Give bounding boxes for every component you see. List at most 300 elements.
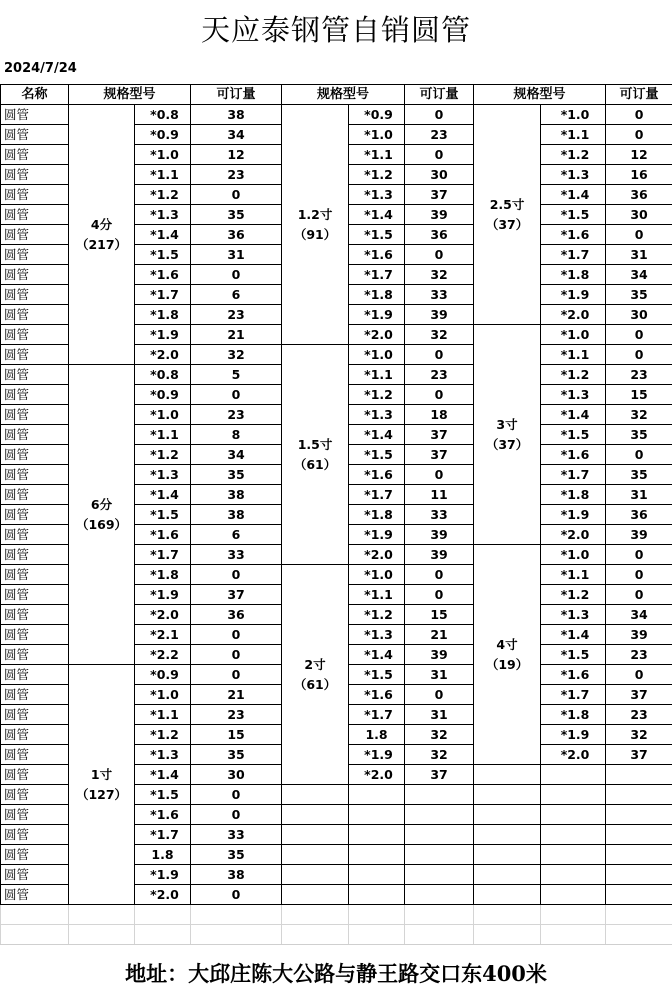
spec-cell[interactable]: *1.2 [135, 185, 191, 205]
spec-cell[interactable]: *1.4 [135, 765, 191, 785]
qty-cell[interactable]: 0 [191, 805, 282, 825]
product-name-cell[interactable]: 圆管 [1, 765, 69, 785]
qty-cell[interactable]: 30 [606, 205, 672, 225]
qty-cell[interactable]: 0 [191, 565, 282, 585]
qty-cell[interactable]: 39 [606, 525, 672, 545]
qty-cell[interactable]: 0 [606, 125, 672, 145]
spec-cell[interactable]: 1.8 [135, 845, 191, 865]
qty-cell[interactable]: 21 [191, 325, 282, 345]
spec-cell[interactable]: *2.0 [135, 605, 191, 625]
empty-cell[interactable] [606, 905, 672, 925]
spec-cell[interactable]: *1.1 [541, 345, 606, 365]
empty-cell[interactable] [606, 885, 672, 905]
group-cell-g4fen[interactable] [69, 105, 135, 365]
spec-cell[interactable]: *1.2 [541, 585, 606, 605]
product-name-cell[interactable]: 圆管 [1, 325, 69, 345]
qty-cell[interactable]: 31 [405, 705, 474, 725]
spec-cell[interactable]: *0.9 [135, 665, 191, 685]
product-name-cell[interactable]: 圆管 [1, 205, 69, 225]
empty-cell[interactable] [606, 925, 672, 945]
product-name-cell[interactable]: 圆管 [1, 285, 69, 305]
spec-cell[interactable]: *1.9 [541, 285, 606, 305]
qty-cell[interactable]: 33 [191, 825, 282, 845]
spec-cell[interactable]: *1.7 [349, 485, 405, 505]
spec-cell[interactable]: *2.0 [349, 325, 405, 345]
header-qty[interactable]: 可订量 [405, 85, 474, 105]
spec-cell[interactable]: *0.9 [135, 385, 191, 405]
empty-cell[interactable] [541, 905, 606, 925]
spec-cell[interactable]: *1.3 [349, 185, 405, 205]
spec-cell[interactable]: *1.4 [135, 485, 191, 505]
product-name-cell[interactable]: 圆管 [1, 125, 69, 145]
spec-cell[interactable]: *1.2 [541, 365, 606, 385]
qty-cell[interactable]: 30 [606, 305, 672, 325]
product-name-cell[interactable]: 圆管 [1, 825, 69, 845]
product-name-cell[interactable]: 圆管 [1, 645, 69, 665]
header-qty[interactable]: 可订量 [606, 85, 672, 105]
empty-cell[interactable] [405, 845, 474, 865]
spec-cell[interactable]: *1.6 [541, 225, 606, 245]
group-cell-g1cun[interactable] [69, 665, 135, 905]
empty-cell[interactable] [541, 885, 606, 905]
qty-cell[interactable]: 34 [606, 265, 672, 285]
group-cell-g3cun[interactable] [474, 325, 541, 545]
qty-cell[interactable]: 0 [606, 345, 672, 365]
qty-cell[interactable]: 36 [191, 225, 282, 245]
qty-cell[interactable]: 36 [606, 185, 672, 205]
spec-cell[interactable]: *1.5 [349, 225, 405, 245]
product-name-cell[interactable]: 圆管 [1, 405, 69, 425]
product-name-cell[interactable]: 圆管 [1, 605, 69, 625]
qty-cell[interactable]: 37 [606, 685, 672, 705]
empty-cell[interactable] [606, 825, 672, 845]
spec-cell[interactable]: *1.0 [349, 565, 405, 585]
product-name-cell[interactable]: 圆管 [1, 705, 69, 725]
qty-cell[interactable]: 0 [191, 665, 282, 685]
qty-cell[interactable]: 39 [405, 545, 474, 565]
spec-cell[interactable]: *1.6 [135, 805, 191, 825]
qty-cell[interactable]: 39 [606, 625, 672, 645]
empty-cell[interactable] [349, 885, 405, 905]
product-name-cell[interactable]: 圆管 [1, 425, 69, 445]
spec-cell[interactable]: *2.0 [349, 765, 405, 785]
qty-cell[interactable]: 0 [191, 645, 282, 665]
qty-cell[interactable]: 35 [191, 205, 282, 225]
spec-cell[interactable]: *1.8 [349, 505, 405, 525]
qty-cell[interactable]: 39 [405, 305, 474, 325]
qty-cell[interactable]: 0 [405, 345, 474, 365]
product-name-cell[interactable]: 圆管 [1, 385, 69, 405]
qty-cell[interactable]: 0 [405, 685, 474, 705]
spec-cell[interactable]: *1.7 [541, 685, 606, 705]
spec-cell[interactable]: *1.9 [349, 305, 405, 325]
qty-cell[interactable]: 37 [405, 425, 474, 445]
spec-cell[interactable]: *0.8 [135, 365, 191, 385]
spec-cell[interactable]: *1.7 [135, 285, 191, 305]
spec-cell[interactable]: *1.3 [541, 605, 606, 625]
spec-cell[interactable]: *1.2 [349, 385, 405, 405]
spec-cell[interactable]: *2.0 [541, 525, 606, 545]
spec-cell[interactable]: *1.5 [349, 665, 405, 685]
product-name-cell[interactable]: 圆管 [1, 105, 69, 125]
empty-cell[interactable] [474, 765, 541, 785]
spec-cell[interactable]: *1.0 [541, 545, 606, 565]
spec-cell[interactable]: *1.8 [541, 265, 606, 285]
product-name-cell[interactable]: 圆管 [1, 585, 69, 605]
product-name-cell[interactable]: 圆管 [1, 365, 69, 385]
qty-cell[interactable]: 0 [405, 105, 474, 125]
qty-cell[interactable]: 23 [405, 365, 474, 385]
spec-cell[interactable]: *1.0 [349, 125, 405, 145]
qty-cell[interactable]: 12 [191, 145, 282, 165]
spec-cell[interactable]: *1.1 [135, 705, 191, 725]
spec-cell[interactable]: *1.9 [349, 745, 405, 765]
spec-cell[interactable]: *1.8 [135, 565, 191, 585]
spec-cell[interactable]: *1.0 [349, 345, 405, 365]
qty-cell[interactable]: 23 [191, 165, 282, 185]
empty-cell[interactable] [69, 925, 135, 945]
qty-cell[interactable]: 37 [405, 445, 474, 465]
spec-cell[interactable]: *0.8 [135, 105, 191, 125]
spec-cell[interactable]: *1.2 [349, 605, 405, 625]
qty-cell[interactable]: 38 [191, 505, 282, 525]
product-name-cell[interactable]: 圆管 [1, 865, 69, 885]
product-name-cell[interactable]: 圆管 [1, 245, 69, 265]
spec-cell[interactable]: *1.3 [135, 745, 191, 765]
qty-cell[interactable]: 32 [405, 325, 474, 345]
qty-cell[interactable]: 35 [606, 465, 672, 485]
spec-cell[interactable]: *1.1 [349, 585, 405, 605]
empty-cell[interactable] [474, 785, 541, 805]
qty-cell[interactable]: 6 [191, 285, 282, 305]
group-cell-g15cun[interactable] [282, 345, 349, 565]
qty-cell[interactable]: 0 [405, 585, 474, 605]
product-name-cell[interactable]: 圆管 [1, 785, 69, 805]
spec-cell[interactable]: *0.9 [349, 105, 405, 125]
empty-cell[interactable] [606, 865, 672, 885]
spec-cell[interactable]: *2.0 [541, 745, 606, 765]
qty-cell[interactable]: 8 [191, 425, 282, 445]
qty-cell[interactable]: 0 [191, 265, 282, 285]
product-name-cell[interactable]: 圆管 [1, 505, 69, 525]
qty-cell[interactable]: 21 [405, 625, 474, 645]
product-name-cell[interactable]: 圆管 [1, 185, 69, 205]
qty-cell[interactable]: 0 [606, 545, 672, 565]
empty-cell[interactable] [405, 805, 474, 825]
empty-cell[interactable] [405, 885, 474, 905]
empty-cell[interactable] [541, 765, 606, 785]
empty-cell[interactable] [349, 865, 405, 885]
qty-cell[interactable]: 32 [191, 345, 282, 365]
product-name-cell[interactable]: 圆管 [1, 225, 69, 245]
qty-cell[interactable]: 0 [405, 145, 474, 165]
product-name-cell[interactable]: 圆管 [1, 265, 69, 285]
spec-cell[interactable]: *1.9 [541, 725, 606, 745]
empty-cell[interactable] [349, 925, 405, 945]
qty-cell[interactable]: 38 [191, 485, 282, 505]
spec-cell[interactable]: *1.0 [135, 685, 191, 705]
empty-cell[interactable] [541, 805, 606, 825]
qty-cell[interactable]: 0 [606, 105, 672, 125]
spec-cell[interactable]: *1.5 [349, 445, 405, 465]
spec-cell[interactable]: *1.5 [541, 205, 606, 225]
product-name-cell[interactable]: 圆管 [1, 165, 69, 185]
date-cell[interactable]: 2024/7/24 [4, 60, 77, 78]
qty-cell[interactable]: 37 [405, 185, 474, 205]
spec-cell[interactable]: *1.3 [349, 405, 405, 425]
spec-cell[interactable]: *1.2 [349, 165, 405, 185]
spec-cell[interactable]: *1.8 [349, 285, 405, 305]
qty-cell[interactable]: 35 [606, 425, 672, 445]
product-name-cell[interactable]: 圆管 [1, 625, 69, 645]
qty-cell[interactable]: 0 [405, 245, 474, 265]
qty-cell[interactable]: 0 [606, 565, 672, 585]
empty-cell[interactable] [541, 845, 606, 865]
spec-cell[interactable]: *1.1 [135, 165, 191, 185]
header-spec[interactable]: 规格型号 [282, 85, 405, 105]
qty-cell[interactable]: 35 [191, 465, 282, 485]
qty-cell[interactable]: 0 [606, 325, 672, 345]
empty-cell[interactable] [474, 845, 541, 865]
qty-cell[interactable]: 0 [405, 385, 474, 405]
spec-cell[interactable]: *1.0 [135, 145, 191, 165]
empty-cell[interactable] [282, 825, 349, 845]
qty-cell[interactable]: 0 [606, 225, 672, 245]
header-spec[interactable]: 规格型号 [69, 85, 191, 105]
empty-cell[interactable] [191, 905, 282, 925]
empty-cell[interactable] [135, 905, 191, 925]
qty-cell[interactable]: 35 [606, 285, 672, 305]
qty-cell[interactable]: 0 [606, 445, 672, 465]
spec-cell[interactable]: *1.4 [349, 205, 405, 225]
qty-cell[interactable]: 38 [191, 865, 282, 885]
empty-cell[interactable] [541, 825, 606, 845]
spec-cell[interactable]: *1.1 [349, 145, 405, 165]
product-name-cell[interactable]: 圆管 [1, 305, 69, 325]
qty-cell[interactable]: 23 [191, 705, 282, 725]
empty-cell[interactable] [541, 865, 606, 885]
empty-cell[interactable] [474, 905, 541, 925]
empty-cell[interactable] [541, 925, 606, 945]
qty-cell[interactable]: 0 [405, 465, 474, 485]
group-cell-g25cun[interactable] [474, 105, 541, 325]
qty-cell[interactable]: 23 [606, 645, 672, 665]
empty-cell[interactable] [282, 805, 349, 825]
qty-cell[interactable]: 0 [606, 585, 672, 605]
qty-cell[interactable]: 23 [191, 405, 282, 425]
group-cell-g6fen[interactable] [69, 365, 135, 665]
spec-cell[interactable]: *1.5 [135, 785, 191, 805]
empty-cell[interactable] [1, 905, 69, 925]
qty-cell[interactable]: 31 [606, 485, 672, 505]
product-name-cell[interactable]: 圆管 [1, 885, 69, 905]
header-name[interactable]: 名称 [1, 85, 69, 105]
qty-cell[interactable]: 32 [405, 265, 474, 285]
qty-cell[interactable]: 33 [405, 285, 474, 305]
empty-cell[interactable] [606, 845, 672, 865]
qty-cell[interactable]: 36 [606, 505, 672, 525]
qty-cell[interactable]: 33 [405, 505, 474, 525]
empty-cell[interactable] [541, 785, 606, 805]
spec-cell[interactable]: 1.8 [349, 725, 405, 745]
qty-cell[interactable]: 30 [191, 765, 282, 785]
qty-cell[interactable]: 15 [405, 605, 474, 625]
spec-cell[interactable]: *1.3 [349, 625, 405, 645]
qty-cell[interactable]: 31 [606, 245, 672, 265]
qty-cell[interactable]: 23 [606, 705, 672, 725]
spec-cell[interactable]: *1.0 [135, 405, 191, 425]
spec-cell[interactable]: *1.7 [541, 245, 606, 265]
empty-cell[interactable] [282, 785, 349, 805]
qty-cell[interactable]: 39 [405, 205, 474, 225]
spec-cell[interactable]: *1.5 [135, 505, 191, 525]
product-name-cell[interactable]: 圆管 [1, 565, 69, 585]
product-name-cell[interactable]: 圆管 [1, 525, 69, 545]
qty-cell[interactable]: 36 [191, 605, 282, 625]
empty-cell[interactable] [349, 785, 405, 805]
spec-cell[interactable]: *1.1 [541, 565, 606, 585]
qty-cell[interactable]: 35 [191, 745, 282, 765]
qty-cell[interactable]: 34 [191, 445, 282, 465]
qty-cell[interactable]: 33 [191, 545, 282, 565]
product-name-cell[interactable]: 圆管 [1, 485, 69, 505]
qty-cell[interactable]: 15 [191, 725, 282, 745]
empty-cell[interactable] [69, 905, 135, 925]
qty-cell[interactable]: 0 [191, 385, 282, 405]
product-name-cell[interactable]: 圆管 [1, 845, 69, 865]
spec-cell[interactable]: *1.8 [135, 305, 191, 325]
qty-cell[interactable]: 37 [606, 745, 672, 765]
empty-cell[interactable] [282, 845, 349, 865]
spec-cell[interactable]: *1.6 [135, 525, 191, 545]
product-name-cell[interactable]: 圆管 [1, 745, 69, 765]
spec-cell[interactable]: *1.6 [349, 465, 405, 485]
spec-cell[interactable]: *1.9 [349, 525, 405, 545]
spec-cell[interactable]: *2.0 [135, 885, 191, 905]
spec-cell[interactable]: *1.3 [541, 385, 606, 405]
spec-cell[interactable]: *1.6 [349, 245, 405, 265]
empty-cell[interactable] [405, 865, 474, 885]
spec-cell[interactable]: *1.4 [541, 405, 606, 425]
spec-cell[interactable]: *1.4 [349, 425, 405, 445]
spec-cell[interactable]: *1.7 [135, 545, 191, 565]
spec-cell[interactable]: *1.5 [541, 645, 606, 665]
qty-cell[interactable]: 15 [606, 385, 672, 405]
spec-cell[interactable]: *1.9 [135, 585, 191, 605]
spec-cell[interactable]: *1.6 [135, 265, 191, 285]
empty-cell[interactable] [405, 925, 474, 945]
spec-cell[interactable]: *1.0 [541, 105, 606, 125]
spec-cell[interactable]: *1.7 [135, 825, 191, 845]
spec-cell[interactable]: *1.2 [135, 445, 191, 465]
empty-cell[interactable] [135, 925, 191, 945]
qty-cell[interactable]: 0 [606, 665, 672, 685]
qty-cell[interactable]: 34 [191, 125, 282, 145]
spec-cell[interactable]: *1.1 [349, 365, 405, 385]
qty-cell[interactable]: 36 [405, 225, 474, 245]
spec-cell[interactable]: *1.1 [541, 125, 606, 145]
spec-cell[interactable]: *2.0 [135, 345, 191, 365]
empty-cell[interactable] [606, 785, 672, 805]
spec-cell[interactable]: *2.0 [541, 305, 606, 325]
empty-cell[interactable] [606, 765, 672, 785]
spec-cell[interactable]: *1.5 [541, 425, 606, 445]
spec-cell[interactable]: *1.6 [349, 685, 405, 705]
qty-cell[interactable]: 37 [405, 765, 474, 785]
qty-cell[interactable]: 34 [606, 605, 672, 625]
qty-cell[interactable]: 0 [191, 625, 282, 645]
spec-cell[interactable]: *1.9 [135, 865, 191, 885]
header-spec[interactable]: 规格型号 [474, 85, 606, 105]
qty-cell[interactable]: 39 [405, 645, 474, 665]
qty-cell[interactable]: 37 [191, 585, 282, 605]
spec-cell[interactable]: *1.3 [541, 165, 606, 185]
product-name-cell[interactable]: 圆管 [1, 145, 69, 165]
spec-cell[interactable]: *1.4 [541, 625, 606, 645]
spec-cell[interactable]: *1.6 [541, 665, 606, 685]
spec-cell[interactable]: *1.8 [541, 485, 606, 505]
qty-cell[interactable]: 35 [191, 845, 282, 865]
spec-cell[interactable]: *2.2 [135, 645, 191, 665]
empty-cell[interactable] [282, 885, 349, 905]
qty-cell[interactable]: 0 [191, 185, 282, 205]
spec-cell[interactable]: *1.4 [135, 225, 191, 245]
header-qty[interactable]: 可订量 [191, 85, 282, 105]
qty-cell[interactable]: 11 [405, 485, 474, 505]
spec-cell[interactable]: *1.9 [541, 505, 606, 525]
spec-cell[interactable]: *1.7 [349, 265, 405, 285]
empty-cell[interactable] [606, 805, 672, 825]
qty-cell[interactable]: 30 [405, 165, 474, 185]
product-name-cell[interactable]: 圆管 [1, 805, 69, 825]
spec-cell[interactable]: *1.0 [541, 325, 606, 345]
spec-cell[interactable]: *2.1 [135, 625, 191, 645]
qty-cell[interactable]: 12 [606, 145, 672, 165]
qty-cell[interactable]: 0 [191, 885, 282, 905]
qty-cell[interactable]: 23 [606, 365, 672, 385]
empty-cell[interactable] [474, 925, 541, 945]
product-name-cell[interactable]: 圆管 [1, 345, 69, 365]
empty-cell[interactable] [282, 925, 349, 945]
spec-cell[interactable]: *1.4 [349, 645, 405, 665]
product-name-cell[interactable]: 圆管 [1, 465, 69, 485]
spec-cell[interactable]: *1.2 [135, 725, 191, 745]
qty-cell[interactable]: 0 [191, 785, 282, 805]
group-cell-g4cun[interactable] [474, 545, 541, 765]
qty-cell[interactable]: 23 [191, 305, 282, 325]
qty-cell[interactable]: 32 [405, 725, 474, 745]
product-name-cell[interactable]: 圆管 [1, 685, 69, 705]
empty-cell[interactable] [349, 805, 405, 825]
spec-cell[interactable]: *1.5 [135, 245, 191, 265]
qty-cell[interactable]: 5 [191, 365, 282, 385]
spec-cell[interactable]: *1.1 [135, 425, 191, 445]
qty-cell[interactable]: 38 [191, 105, 282, 125]
qty-cell[interactable]: 31 [191, 245, 282, 265]
empty-cell[interactable] [282, 905, 349, 925]
empty-cell[interactable] [405, 905, 474, 925]
spec-cell[interactable]: *2.0 [349, 545, 405, 565]
spec-cell[interactable]: *1.9 [135, 325, 191, 345]
empty-cell[interactable] [282, 865, 349, 885]
product-name-cell[interactable]: 圆管 [1, 665, 69, 685]
qty-cell[interactable]: 18 [405, 405, 474, 425]
qty-cell[interactable]: 32 [405, 745, 474, 765]
empty-cell[interactable] [1, 925, 69, 945]
qty-cell[interactable]: 23 [405, 125, 474, 145]
qty-cell[interactable]: 16 [606, 165, 672, 185]
qty-cell[interactable]: 39 [405, 525, 474, 545]
